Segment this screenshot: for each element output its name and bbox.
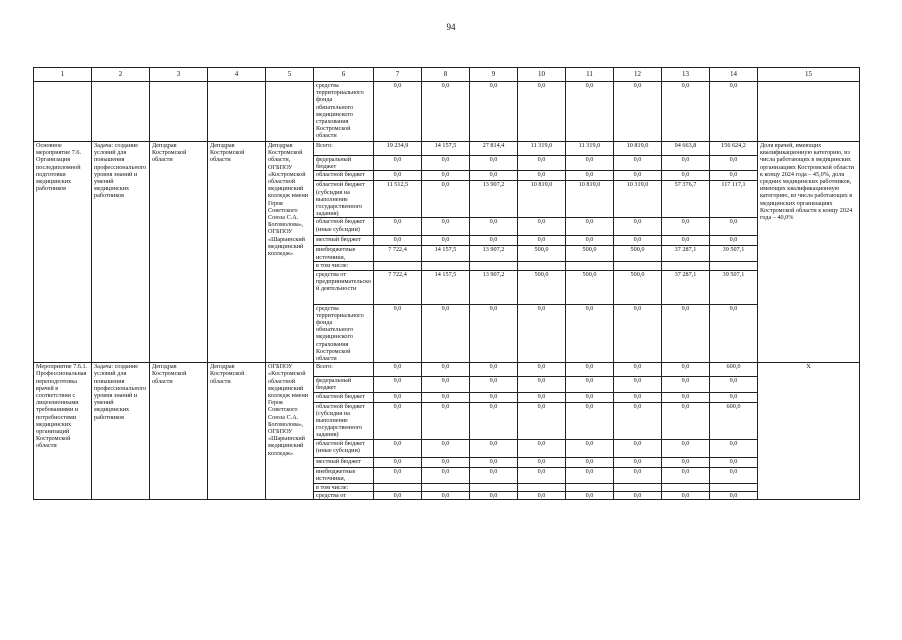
value-cell: 0,0: [614, 236, 662, 246]
value-cell: 0,0: [518, 236, 566, 246]
value-cell: 0,0: [566, 402, 614, 439]
block1-measure: Основное мероприятие 7.6. Организация последипломной подготовки медицинских работников: [34, 142, 92, 363]
value-cell: 0,0: [614, 491, 662, 499]
value-cell: 0,0: [662, 402, 710, 439]
value-cell: 500,0: [566, 246, 614, 262]
funding-source: федеральный бюджет: [314, 156, 374, 171]
value-cell: 0,0: [710, 236, 758, 246]
value-cell: 0,0: [470, 457, 518, 467]
empty-cell: [266, 82, 314, 142]
funding-source: областной бюджет (иные субсидии): [314, 439, 374, 457]
value-cell: 0,0: [518, 377, 566, 392]
funding-source: в том числе:: [314, 483, 374, 491]
value-cell: [614, 262, 662, 270]
column-header-8: 8: [422, 68, 470, 82]
value-cell: 0,0: [422, 171, 470, 181]
value-cell: 0,0: [374, 392, 422, 402]
value-cell: 156 624,2: [710, 142, 758, 156]
value-cell: 0,0: [518, 467, 566, 483]
empty-cell: [208, 82, 266, 142]
funding-source: в том числе:: [314, 262, 374, 270]
value-cell: 0,0: [566, 236, 614, 246]
funding-source: внебюджетные источники,: [314, 246, 374, 262]
value-cell: 13 907,2: [470, 181, 518, 218]
value-cell: [566, 483, 614, 491]
value-cell: 0,0: [422, 181, 470, 218]
block1-responsible: Депздрав Костромской области: [208, 142, 266, 363]
value-cell: 19 234,9: [374, 142, 422, 156]
value-cell: 10 819,0: [614, 142, 662, 156]
value-cell: 7 722,4: [374, 270, 422, 304]
column-header-10: 10: [518, 68, 566, 82]
value-cell: 500,0: [614, 246, 662, 262]
empty-cell: [758, 82, 860, 142]
value-cell: 10 319,0: [614, 181, 662, 218]
value-cell: 0,0: [374, 171, 422, 181]
value-cell: 0,0: [614, 402, 662, 439]
value-cell: 0,0: [662, 236, 710, 246]
column-header-11: 11: [566, 68, 614, 82]
funding-source: местный бюджет: [314, 457, 374, 467]
value-cell: 0,0: [374, 363, 422, 377]
value-cell: 0,0: [374, 402, 422, 439]
value-cell: 0,0: [422, 82, 470, 142]
value-cell: 0,0: [374, 377, 422, 392]
value-cell: 500,0: [566, 270, 614, 304]
page-number: 94: [446, 22, 456, 32]
column-header-13: 13: [662, 68, 710, 82]
value-cell: 27 814,4: [470, 142, 518, 156]
value-cell: 0,0: [470, 402, 518, 439]
value-cell: 0,0: [614, 156, 662, 171]
value-cell: 0,0: [566, 156, 614, 171]
value-cell: [470, 262, 518, 270]
value-cell: 0,0: [422, 304, 470, 363]
value-cell: 39 507,1: [710, 270, 758, 304]
value-cell: 0,0: [710, 467, 758, 483]
value-cell: [710, 483, 758, 491]
column-header-12: 12: [614, 68, 662, 82]
value-cell: [518, 483, 566, 491]
value-cell: 0,0: [374, 156, 422, 171]
value-cell: 0,0: [422, 491, 470, 499]
value-cell: 0,0: [710, 304, 758, 363]
value-cell: 0,0: [566, 363, 614, 377]
value-cell: 0,0: [662, 377, 710, 392]
value-cell: 0,0: [470, 171, 518, 181]
value-cell: 0,0: [422, 156, 470, 171]
value-cell: [374, 483, 422, 491]
value-cell: 0,0: [566, 304, 614, 363]
value-cell: [662, 262, 710, 270]
value-cell: 11 319,0: [566, 142, 614, 156]
value-cell: [422, 483, 470, 491]
value-cell: 57 376,7: [662, 181, 710, 218]
value-cell: 0,0: [662, 156, 710, 171]
value-cell: 0,0: [710, 377, 758, 392]
value-cell: 0,0: [422, 467, 470, 483]
column-header-15: 15: [758, 68, 860, 82]
value-cell: 600,0: [710, 363, 758, 377]
funding-source: средства от: [314, 491, 374, 499]
value-cell: 0,0: [518, 304, 566, 363]
value-cell: 0,0: [710, 218, 758, 236]
value-cell: 0,0: [614, 82, 662, 142]
value-cell: 39 507,1: [710, 246, 758, 262]
value-cell: 13 907,2: [470, 270, 518, 304]
value-cell: 500,0: [518, 246, 566, 262]
value-cell: 0,0: [470, 439, 518, 457]
block2-coordinator: Депздрав Костромской области: [150, 363, 208, 500]
value-cell: 0,0: [614, 377, 662, 392]
value-cell: 0,0: [662, 491, 710, 499]
value-cell: 0,0: [614, 467, 662, 483]
value-cell: 0,0: [566, 392, 614, 402]
value-cell: [662, 483, 710, 491]
funding-source: областной бюджет: [314, 392, 374, 402]
value-cell: 0,0: [518, 363, 566, 377]
value-cell: 0,0: [518, 156, 566, 171]
value-cell: 0,0: [374, 236, 422, 246]
value-cell: 0,0: [470, 491, 518, 499]
value-cell: 0,0: [470, 82, 518, 142]
value-cell: 0,0: [710, 491, 758, 499]
funding-source: областной бюджет (иные субсидии): [314, 218, 374, 236]
value-cell: 0,0: [614, 457, 662, 467]
value-cell: 0,0: [470, 392, 518, 402]
funding-source: средства территориального фонда обязательного медицинского страхования Костромской области: [314, 82, 374, 142]
value-cell: 0,0: [710, 82, 758, 142]
block2-responsible: Депздрав Костромской области: [208, 363, 266, 500]
value-cell: 0,0: [566, 491, 614, 499]
block1-indicator: Доля врачей, имеющих квалификационную категорию, из числа работающих в медицинских организациях Костромской области к концу 2024 года – 45,0%, доля средних медицинских работников, имеющих квалификационную категорию, из числа работающих в медицинских организациях Костромской области к концу 2024 года – 40,0%: [758, 142, 860, 363]
funding-source: внебюджетные источники,: [314, 467, 374, 483]
block2-indicator: Х: [758, 363, 860, 500]
block2-task: Задача: создание условий для повышения профессионального уровня знаний и умений медицинских работников: [92, 363, 150, 500]
column-header-2: 2: [92, 68, 150, 82]
funding-source: областной бюджет (субсидия на выполнение государственного задания): [314, 402, 374, 439]
program-table: [33, 67, 860, 500]
value-cell: 0,0: [662, 467, 710, 483]
value-cell: 10 819,0: [518, 181, 566, 218]
value-cell: 0,0: [662, 439, 710, 457]
value-cell: 0,0: [518, 457, 566, 467]
column-header-3: 3: [150, 68, 208, 82]
value-cell: 0,0: [374, 304, 422, 363]
value-cell: 10 819,0: [566, 181, 614, 218]
value-cell: 0,0: [710, 439, 758, 457]
value-cell: 37 287,1: [662, 270, 710, 304]
value-cell: 0,0: [470, 304, 518, 363]
funding-source: Всего:: [314, 142, 374, 156]
value-cell: 0,0: [470, 467, 518, 483]
value-cell: 0,0: [518, 218, 566, 236]
value-cell: 500,0: [614, 270, 662, 304]
value-cell: 13 907,2: [470, 246, 518, 262]
value-cell: 0,0: [422, 363, 470, 377]
value-cell: 0,0: [566, 218, 614, 236]
value-cell: 0,0: [422, 377, 470, 392]
value-cell: 0,0: [662, 363, 710, 377]
value-cell: 600,0: [710, 402, 758, 439]
value-cell: 0,0: [470, 156, 518, 171]
value-cell: 94 663,8: [662, 142, 710, 156]
value-cell: [518, 262, 566, 270]
value-cell: 0,0: [374, 467, 422, 483]
header-row: [34, 68, 860, 82]
value-cell: 0,0: [710, 156, 758, 171]
value-cell: 0,0: [422, 236, 470, 246]
value-cell: 500,0: [518, 270, 566, 304]
value-cell: [566, 262, 614, 270]
value-cell: 0,0: [374, 457, 422, 467]
value-cell: 0,0: [566, 467, 614, 483]
table-row: [34, 363, 860, 377]
value-cell: 0,0: [614, 392, 662, 402]
table-row: [34, 142, 860, 156]
value-cell: 0,0: [710, 392, 758, 402]
value-cell: 0,0: [374, 218, 422, 236]
value-cell: 0,0: [422, 457, 470, 467]
value-cell: 37 287,1: [662, 246, 710, 262]
value-cell: 0,0: [614, 439, 662, 457]
value-cell: 0,0: [470, 377, 518, 392]
table-row: [34, 82, 860, 142]
value-cell: 0,0: [662, 218, 710, 236]
column-header-1: 1: [34, 68, 92, 82]
value-cell: 11 512,5: [374, 181, 422, 218]
value-cell: 0,0: [662, 304, 710, 363]
value-cell: 0,0: [422, 402, 470, 439]
value-cell: 0,0: [662, 457, 710, 467]
value-cell: 0,0: [566, 457, 614, 467]
column-header-5: 5: [266, 68, 314, 82]
funding-source: областной бюджет (субсидия на выполнение государственного задания): [314, 181, 374, 218]
funding-source: Всего:: [314, 363, 374, 377]
value-cell: 0,0: [566, 377, 614, 392]
funding-source: местный бюджет: [314, 236, 374, 246]
value-cell: 0,0: [422, 218, 470, 236]
value-cell: 0,0: [470, 218, 518, 236]
value-cell: 0,0: [662, 171, 710, 181]
value-cell: [614, 483, 662, 491]
column-header-4: 4: [208, 68, 266, 82]
block1-task: Задача: создание условий для повышения профессионального уровня знаний и умений медицинских работников: [92, 142, 150, 363]
value-cell: 0,0: [518, 82, 566, 142]
column-header-9: 9: [470, 68, 518, 82]
value-cell: 0,0: [566, 171, 614, 181]
value-cell: 0,0: [710, 457, 758, 467]
funding-source: средства территориального фонда обязательного медицинского страхования Костромской области: [314, 304, 374, 363]
value-cell: [422, 262, 470, 270]
empty-cell: [34, 82, 92, 142]
funding-source: средства от предпринимательской деятельности: [314, 270, 374, 304]
value-cell: 0,0: [374, 491, 422, 499]
column-header-7: 7: [374, 68, 422, 82]
value-cell: 0,0: [470, 236, 518, 246]
value-cell: 117 117,1: [710, 181, 758, 218]
value-cell: [710, 262, 758, 270]
funding-source: федеральный бюджет: [314, 377, 374, 392]
value-cell: 0,0: [614, 218, 662, 236]
value-cell: 0,0: [470, 363, 518, 377]
value-cell: 0,0: [374, 82, 422, 142]
value-cell: 0,0: [518, 392, 566, 402]
value-cell: 0,0: [566, 439, 614, 457]
empty-cell: [150, 82, 208, 142]
value-cell: 14 157,5: [422, 270, 470, 304]
value-cell: [470, 483, 518, 491]
block2-measure: Мероприятие 7.6.1. Профессиональная переподготовка врачей в соответствии с лицензионными требованиями и потребностями медицинских организаций Костромской области: [34, 363, 92, 500]
block1-participants: Депздрав Костромской области, ОГБПОУ «Костромской областной медицинский колледж имени Героя Советского Союза С.А. Богомолова», ОГБПОУ «Шарьинский медицинский колледж»: [266, 142, 314, 363]
value-cell: 14 157,5: [422, 142, 470, 156]
value-cell: 0,0: [566, 82, 614, 142]
value-cell: 0,0: [518, 171, 566, 181]
block1-coordinator: Депздрав Костромской области: [150, 142, 208, 363]
value-cell: 11 319,0: [518, 142, 566, 156]
value-cell: 0,0: [614, 363, 662, 377]
value-cell: 14 157,5: [422, 246, 470, 262]
value-cell: 0,0: [374, 439, 422, 457]
value-cell: 0,0: [662, 82, 710, 142]
empty-cell: [92, 82, 150, 142]
column-header-14: 14: [710, 68, 758, 82]
block2-participants: ОГБПОУ «Костромской областной медицинский колледж имени Героя Советского Союза С.А. Богомолова», ОГБПОУ «Шарьинский медицинский колледж»: [266, 363, 314, 500]
funding-source: областной бюджет: [314, 171, 374, 181]
value-cell: 0,0: [518, 439, 566, 457]
value-cell: [374, 262, 422, 270]
value-cell: 0,0: [614, 304, 662, 363]
value-cell: 0,0: [710, 171, 758, 181]
value-cell: 7 722,4: [374, 246, 422, 262]
value-cell: 0,0: [422, 392, 470, 402]
value-cell: 0,0: [518, 491, 566, 499]
value-cell: 0,0: [614, 171, 662, 181]
value-cell: 0,0: [422, 439, 470, 457]
column-header-6: 6: [314, 68, 374, 82]
value-cell: 0,0: [662, 392, 710, 402]
value-cell: 0,0: [518, 402, 566, 439]
